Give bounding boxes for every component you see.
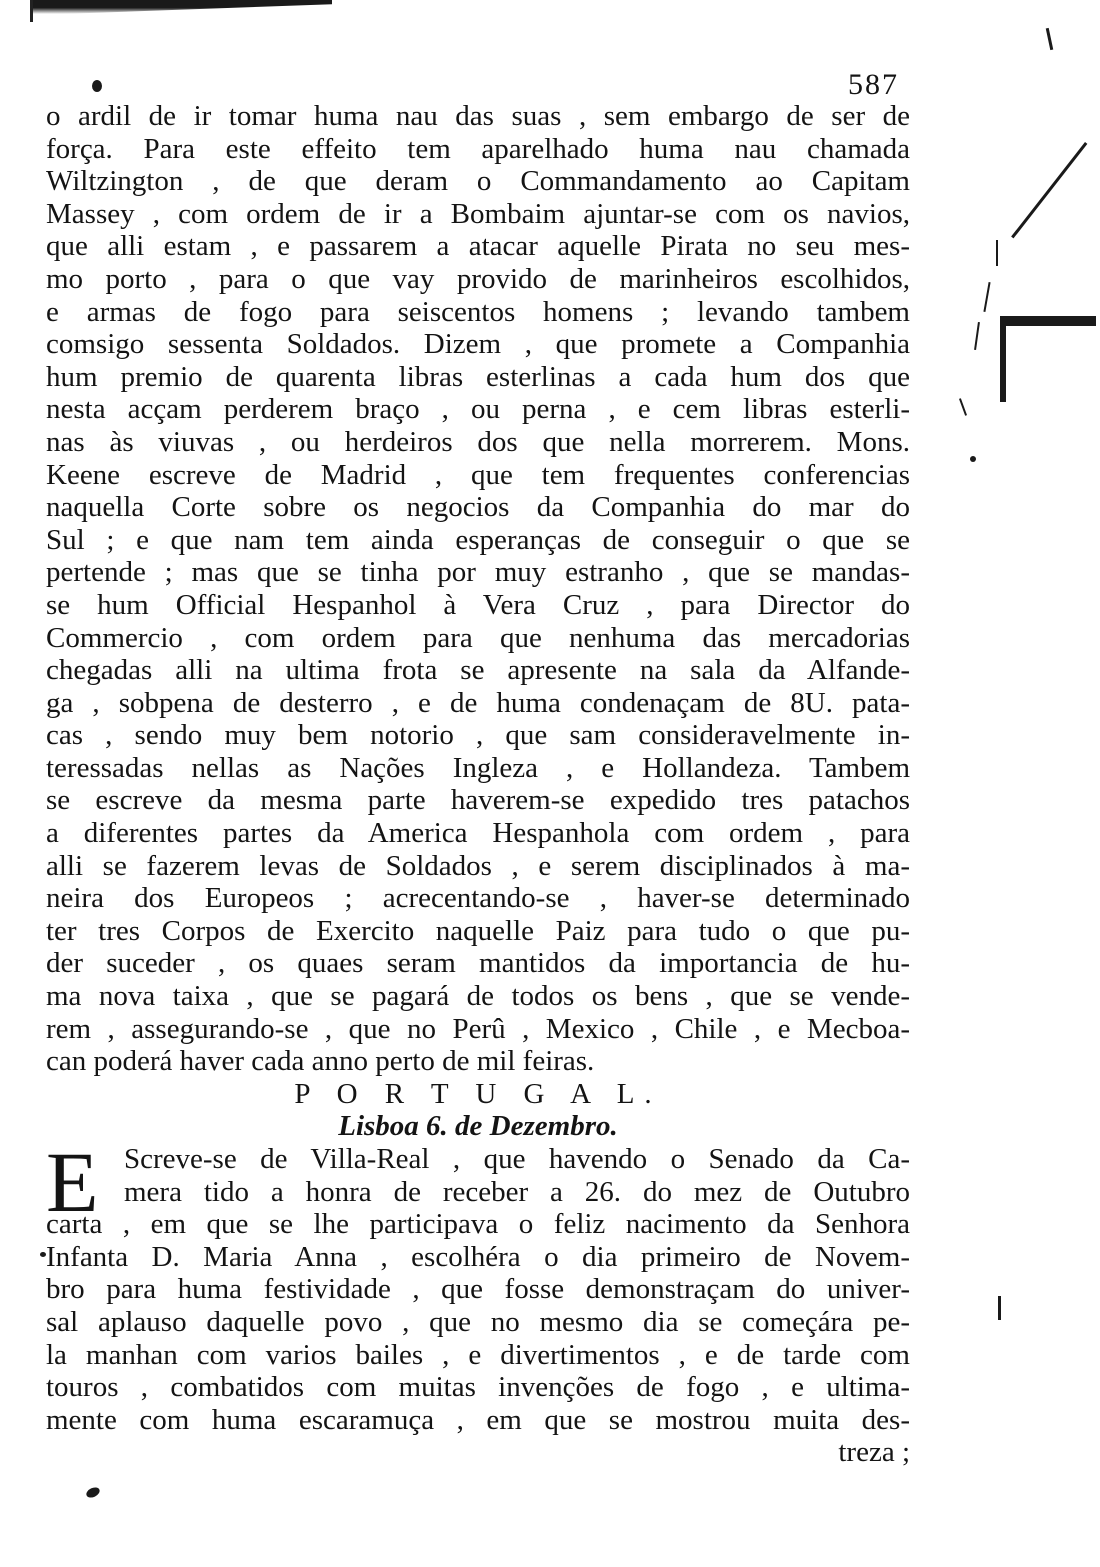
text-line: carta , em que se lhe participava o feliz nacimento da Senhora xyxy=(46,1208,910,1241)
text-line: e armas de fogo para seiscentos homens ; levando tambem xyxy=(46,295,910,328)
text-line: teressadas nellas as Nações Ingleza , e Hollandeza. Tambem xyxy=(46,751,910,784)
margin-mark xyxy=(974,322,980,350)
text-line: touros , combatidos com muitas invenções de fogo , e ultima- xyxy=(46,1371,910,1404)
paragraph-news-lisboa xyxy=(46,1134,910,1469)
paragraph-news-london xyxy=(46,100,910,1078)
margin-mark xyxy=(998,1296,1001,1320)
text-line: se escreve da mesma parte haverem-se expedido tres patachos xyxy=(46,784,910,817)
text-line: força. Para este effeito tem aparelhado huma nau chamada xyxy=(46,132,910,165)
margin-mark xyxy=(1046,28,1054,50)
text-line: la manhan com varios bailes , e divertimentos , e de tarde com xyxy=(46,1338,910,1371)
scan-edge-bar xyxy=(32,0,332,14)
text-line: a diferentes partes da America Hespanhola com ordem , para xyxy=(46,817,910,850)
text-line: rem , assegurando-se , que no Perû , Mexico , Chile , e Mecboa- xyxy=(46,1012,910,1045)
text-line: pertende ; mas que se tinha por muy estranho , que se mandas- xyxy=(46,556,910,589)
text-line: nas às viuvas , ou herdeiros dos que nella morrerem. Mons. xyxy=(46,425,910,458)
text-line: alli se fazerem levas de Soldados , e serem disciplinados à ma- xyxy=(46,849,910,882)
text-line: bro para huma festividade , que fosse demonstraçam do univer- xyxy=(46,1273,910,1306)
page-number: 587 xyxy=(848,68,899,101)
article-text xyxy=(46,100,910,1469)
margin-bracket-vertical xyxy=(1000,316,1006,402)
margin-mark xyxy=(959,398,967,416)
text-line: o ardil de ir tomar huma nau das suas , sem embargo de ser de xyxy=(46,100,910,132)
text-line: comsigo sessenta Soldados. Dizem , que promete a Companhia xyxy=(46,328,910,361)
dateline: Lisboa 6. de Dezembro. xyxy=(338,1110,618,1143)
text-line: Commercio , com ordem para que nenhuma das mercadorias xyxy=(46,621,910,654)
text-line: neira dos Europeos ; acrecentando-se , haver-se determinado xyxy=(46,882,910,915)
text-line: Infanta D. Maria Anna , escolhéra o dia primeiro de Novem- xyxy=(46,1240,910,1273)
text-line: Massey , com ordem de ir a Bombaim ajuntar-se com os navios, xyxy=(46,197,910,230)
text-line: sal aplauso daquelle povo , que no mesmo dia se começára pe- xyxy=(46,1305,910,1338)
text-line: Sul ; e que nam tem ainda esperanças de conseguir o que se xyxy=(46,523,910,556)
scan-edge-mark xyxy=(30,0,33,22)
text-line: naquella Corte sobre os negocios da Companhia do mar do xyxy=(46,491,910,524)
text-line: se hum Official Hespanhol à Vera Cruz , para Director do xyxy=(46,588,910,621)
text-line: mente com huma escaramuça , em que se mostrou muita des- xyxy=(46,1403,910,1436)
text-line: Keene escreve de Madrid , que tem frequentes conferencias xyxy=(46,458,910,491)
ink-blot xyxy=(85,1485,101,1499)
text-line: can poderá haver cada anno perto de mil feiras. xyxy=(46,1045,595,1078)
margin-bracket-horizontal xyxy=(1000,316,1096,326)
text-line: mo porto , para o que vay provido de marinheiros escolhidos, xyxy=(46,262,910,295)
margin-mark xyxy=(996,240,998,266)
text-line: Screve-se de Villa-Real , que havendo o Senado da Ca- xyxy=(124,1143,910,1175)
drop-cap: E xyxy=(46,1134,99,1230)
text-line: der suceder , os quaes seram mantidos da importancia de hu- xyxy=(46,947,910,980)
section-heading: P O R T U G A L. xyxy=(294,1077,662,1110)
text-line: cas , sendo muy bem notorio , que sam consideravelmente in- xyxy=(46,719,910,752)
ink-blot xyxy=(92,80,102,92)
text-line: nesta acçam perderem braço , ou perna , e cem libras esterli- xyxy=(46,393,910,426)
text-line: ter tres Corpos de Exercito naquelle Paiz para tudo o que pu- xyxy=(46,914,910,947)
text-line: chegadas alli na ultima frota se apresente na sala da Alfande- xyxy=(46,654,910,687)
text-line: hum premio de quarenta libras esterlinas a cada hum dos que xyxy=(46,360,910,393)
text-line: mera tido a honra de receber a 26. do mez de Outubro xyxy=(124,1175,910,1208)
margin-mark xyxy=(983,282,990,312)
text-line: Wiltzington , de que deram o Commandamento ao Capitam xyxy=(46,165,910,198)
margin-stroke xyxy=(1011,142,1087,238)
text-line: ma nova taixa , que se pagará de todos os bens , que se vende- xyxy=(46,980,910,1013)
text-line: que alli estam , e passarem a atacar aquelle Pirata no seu mes- xyxy=(46,230,910,263)
ink-blot xyxy=(970,456,976,462)
text-line: ga , sobpena de desterro , e de huma condenaçam de 8U. pata- xyxy=(46,686,910,719)
text-line: treza ; xyxy=(838,1436,910,1469)
